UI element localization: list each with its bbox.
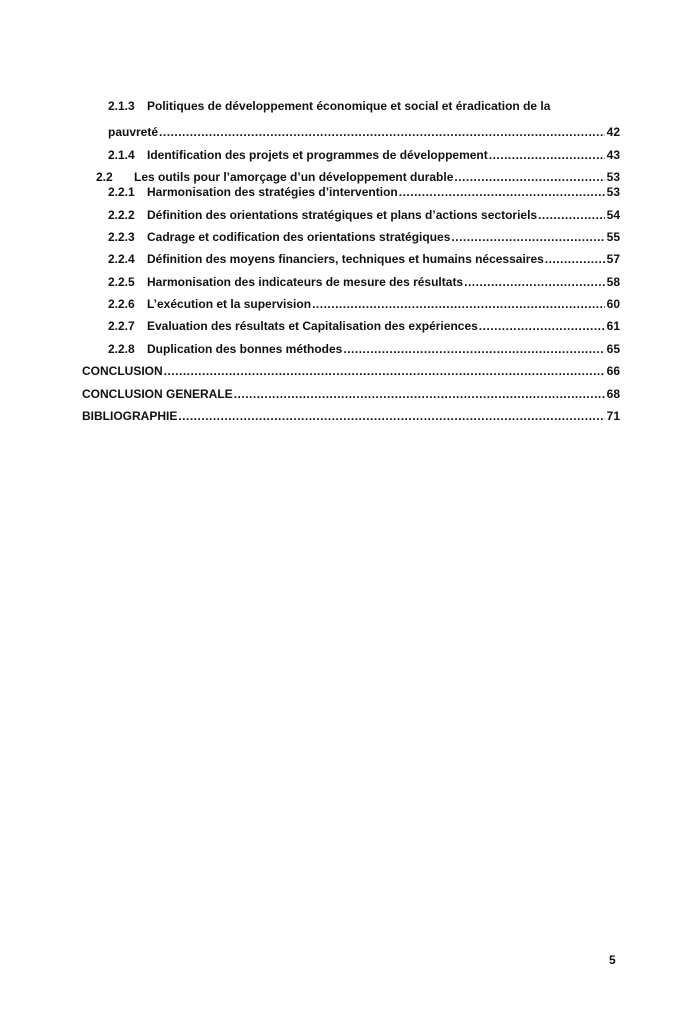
toc-entry-title: Harmonisation des stratégies d’intervention [147,185,398,199]
toc-entry-2-2-7[interactable] [82,316,620,336]
toc-entry-page: 61 [606,319,620,333]
toc-entry-number: 2.2.7 [108,319,135,333]
toc-entry-page: 43 [606,148,620,162]
toc-entry-page: 53 [606,170,620,184]
toc-entry-title: Identification des projets et programmes de développement [147,148,488,162]
toc-entry-title: Duplication des bonnes méthodes [147,342,343,356]
toc-entry-2-2-1[interactable] [82,182,620,202]
toc-entry-title: Cadrage et codification des orientations stratégiques [147,230,451,244]
toc-leader-dots [545,249,605,269]
toc-leader-dots [451,227,604,247]
toc-entry-number: 2.1.4 [108,148,135,162]
toc-leader-dots [464,272,605,292]
toc-entry-title: pauvreté [108,125,159,139]
toc-entry-page: 71 [606,409,620,423]
toc-entry-page: 66 [606,364,620,378]
toc-entry-2-2-2[interactable] [82,205,620,225]
toc-entry-number: 2.2.4 [108,252,135,266]
toc-entry-title: L’exécution et la supervision [147,297,312,311]
toc-entry-2-2-5[interactable] [82,272,620,292]
toc-entry-page: 54 [606,208,620,222]
toc-entry-number: 2.2.1 [108,185,135,199]
toc-leader-dots [312,294,605,314]
toc-entry-2-2-8[interactable] [82,339,620,359]
toc-entry-page: 60 [606,297,620,311]
toc-entry-page: 53 [606,185,620,199]
toc-entry-title: Evaluation des résultats et Capitalisation des expériences [147,319,478,333]
toc-leader-dots [479,316,605,336]
toc-entry-number: 2.2.8 [108,342,135,356]
toc-entry-title: BIBLIOGRAPHIE [82,409,178,423]
toc-entry-page: 55 [606,230,620,244]
toc-leader-dots [178,406,604,426]
toc-entry-page: 65 [606,342,620,356]
toc-entry-title: Politiques de développement économique et social et éradication de la [147,99,551,113]
toc-leader-dots [164,361,605,381]
page-number: 5 [609,953,616,967]
toc-entry-2-1-3[interactable] [82,96,620,116]
toc-leader-dots [489,145,605,165]
toc-entry-page: 68 [606,387,620,401]
toc-entry-conclusion[interactable] [82,361,620,381]
toc-entry-2-1-4[interactable] [82,145,620,165]
toc-entry-title: Harmonisation des indicateurs de mesure des résultats [147,275,464,289]
toc-entry-number: 2.2 [96,170,113,184]
toc-entry-title: CONCLUSION GENERALE [82,387,233,401]
toc-entry-2-2-4[interactable] [82,249,620,269]
toc-entry-title: CONCLUSION [82,364,163,378]
toc-leader-dots [538,205,605,225]
toc-leader-dots [234,384,605,404]
toc-entry-page: 57 [606,252,620,266]
toc-entry-2-2-6[interactable] [82,294,620,314]
toc-entry-number: 2.2.2 [108,208,135,222]
toc-leader-dots [159,122,605,142]
toc-entry-number: 2.2.5 [108,275,135,289]
toc-entry-bibliographie[interactable] [82,406,620,426]
toc-entry-number: 2.1.3 [108,99,135,113]
toc-entry-title: Définition des moyens financiers, techniques et humains nécessaires [147,252,544,266]
toc-entry-2-2-3[interactable] [82,227,620,247]
toc-entry-conclusion-generale[interactable] [82,384,620,404]
toc-entry-title: Les outils pour l’amorçage d’un développement durable [134,170,454,184]
toc-entry-title: Définition des orientations stratégiques et plans d’actions sectoriels [147,208,538,222]
toc-entry-page: 42 [606,125,620,139]
toc-entry-number: 2.2.6 [108,297,135,311]
toc-leader-dots [399,182,605,202]
toc-leader-dots [343,339,604,359]
toc-entry-2-1-3-continued[interactable] [82,122,620,142]
toc-entry-page: 58 [606,275,620,289]
toc-entry-number: 2.2.3 [108,230,135,244]
